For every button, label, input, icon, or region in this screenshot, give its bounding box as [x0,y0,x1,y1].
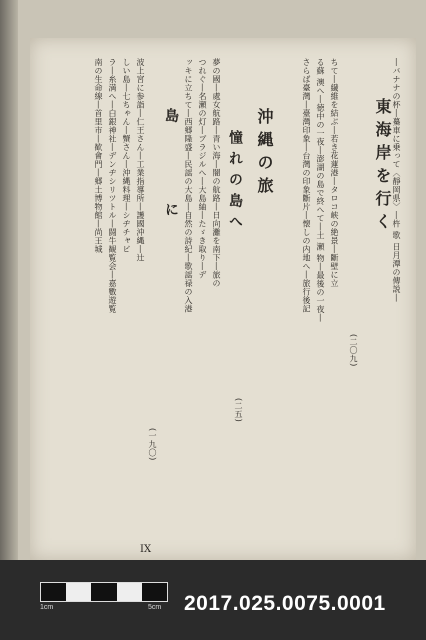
accession-number: 2017.025.0075.0001 [184,592,386,615]
page-number: IX [140,544,152,555]
scale-ruler-bar [40,582,168,602]
ruler-label-right: 5cm [148,604,162,611]
page-ref: (一九〇) [148,428,157,461]
section-heading-east-coast: 東海岸を行く [373,98,392,236]
book-page [30,38,416,560]
toc-line: 波上宮に参詣―仁王さん―工業指導所―護國沖縄―辻 [136,58,145,262]
toc-line: 南の生命線―首里市―歓會門―郷土博物館―尚王城 [94,58,103,254]
scale-ruler [40,582,178,618]
section-heading-longing-island: 憧れの島へ [227,130,243,235]
toc-line: ラ―糸満へ―白銀神社―デンヂシリツトル―闘牛観覧会―嘉數遊覧 [108,58,117,313]
toc-line: ちて―繊維を結ぶ―若き花蓮港―タロコ峡の絶景―斷壁に立 [330,58,339,288]
toc-line: つれぐ―名瀬の灯―ブラジルへ―大島紬―たゞき取り―デ [198,58,207,279]
toc-line: る蘇 澳へ―徳中の一夜―澎湖の島で終へて―土 瀬 物―最後の一夜― [316,58,325,323]
toc-line: さらば臺灣―臺灣印象―台灣の印象斷片―懐しの内地へ―旅行後記 [302,58,311,313]
page-ref: (二五) [234,398,243,423]
section-heading-to-island: 島に [163,108,179,296]
book-spine-shadow [0,0,18,560]
toc-line: 夢の國―處女航路―青い海―闇の航路―日向灘を南下―旅の [212,58,221,288]
section-heading-okinawa-trip: 沖縄の旅 [255,108,274,200]
toc-line: しい島―七ちゃん―蟹さん―沖縄料理―シヂチャビ [122,58,131,254]
toc-line: ッキに立ちて―西郷隆盛―民謡の大島―自然の詩紀―歌謡禄の入港 [184,58,193,313]
page-ref: (二〇九) [349,334,358,367]
toc-line: ―バナナの杯―驀車に乗って〈靜岡県〉―杵 歌 日月潭の傳説― [392,58,401,303]
ruler-label-left: 1cm [40,604,54,611]
